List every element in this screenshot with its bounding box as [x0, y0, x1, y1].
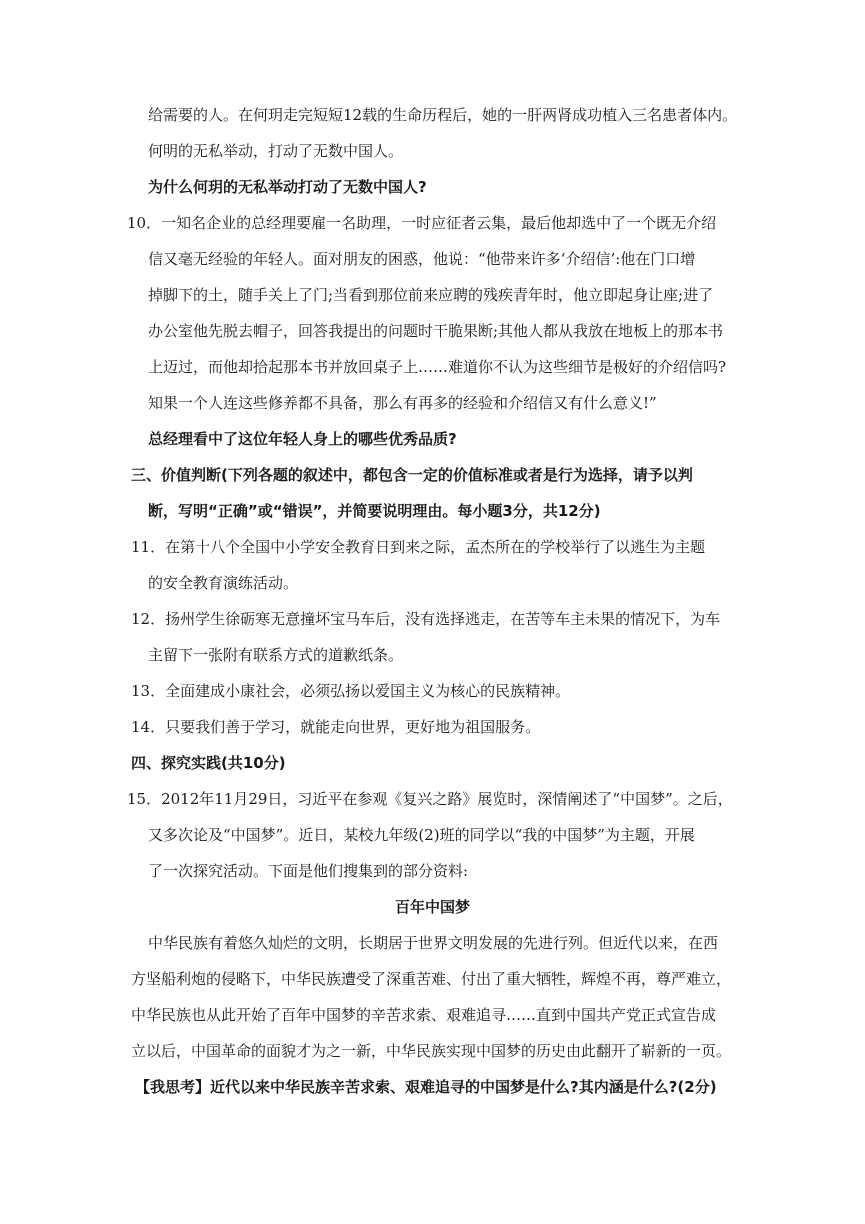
- q15-think-question: 【我思考】近代以来中华民族辛苦求索、艰难追寻的中国梦是什么?其内涵是什么?(2分): [135, 1078, 717, 1096]
- q9-text-line-1: 给需要的人。在何玥走完短短12载的生命历程后，她的一肝两肾成功植入三名患者体内。: [148, 106, 738, 124]
- material-line-4: 立以后，中国革命的面貌才为之一新，中华民族实现中国梦的历史由此翻开了崭新的一页。: [131, 1042, 732, 1060]
- q10-text-line-6: 知果一个人连这些修养都不具备，那么有再多的经验和介绍信又有什么意义!”: [148, 394, 657, 412]
- section-4-heading: 四、探究实践(共10分): [131, 754, 286, 772]
- q9-text-line-2: 何明的无私举动，打动了无数中国人。: [148, 142, 404, 160]
- q10-text-line-5: 上迈过，而他却拾起那本书并放回桌子上……难道你不认为这些细节是极好的介绍信吗?: [148, 358, 727, 376]
- material-line-3: 中华民族也从此开始了百年中国梦的辛苦求索、艰难追寻……直到中国共产党正式宣告成: [131, 1006, 717, 1024]
- q15-text-line-3: 了一次探究活动。下面是他们搜集到的部分资料:: [148, 862, 469, 880]
- q15-text-line-2: 又多次论及“中国梦”。近日，某校九年级(2)班的同学以“我的中国梦”为主题，开展: [148, 826, 695, 844]
- material-line-2: 方坚船利炮的侵略下，中华民族遭受了深重苦难、付出了重大牺牲，辉煌不再，尊严难立，: [131, 970, 732, 988]
- q15-text-line-1: 15．2012年11月29日，习近平在参观《复兴之路》展览时，深情阐述了“中国梦”。之后，: [127, 790, 733, 808]
- q12-text-line-1: 12．扬州学生徐砺寒无意撞坏宝马车后，没有选择逃走，在苦等车主未果的情况下，为车: [131, 610, 721, 628]
- q12-text-line-2: 主留下一张附有联系方式的道歉纸条。: [148, 646, 404, 664]
- q10-text-line-1: 10．一知名企业的总经理要雇一名助理，一时应征者云集，最后他却选中了一个既无介绍: [127, 214, 717, 232]
- q10-question: 总经理看中了这位年轻人身上的哪些优秀品质?: [148, 430, 457, 448]
- q9-question: 为什么何玥的无私举动打动了无数中国人?: [148, 178, 427, 196]
- material-line-1: 中华民族有着悠久灿烂的文明，长期居于世界文明发展的先进行列。但近代以来，在西: [148, 934, 719, 952]
- q14-text: 14．只要我们善于学习，就能走向世界，更好地为祖国服务。: [131, 718, 541, 736]
- q10-text-line-2: 信又毫无经验的年轻人。面对朋友的困惑，他说：“他带来许多‘介绍信’:他在门口增: [148, 250, 696, 268]
- section-3-heading-line-2: 断，写明“正确”或“错误”，并简要说明理由。每小题3分，共12分): [148, 502, 601, 520]
- q11-text-line-1: 11．在第十八个全国中小学安全教育日到来之际，孟杰所在的学校举行了以逃生为主题: [131, 538, 706, 556]
- q13-text: 13．全面建成小康社会，必须弘扬以爱国主义为核心的民族精神。: [131, 682, 571, 700]
- q10-text-line-3: 掉脚下的土，随手关上了门;当看到那位前来应聘的残疾青年时，他立即起身让座;进了: [148, 286, 714, 304]
- q10-text-line-4: 办公室他先脱去帽子，回答我提出的问题时干脆果断;其他人都从我放在地板上的那本书: [148, 322, 724, 340]
- material-title: 百年中国梦: [394, 898, 470, 916]
- section-3-heading-line-1: 三、价值判断(下列各题的叙述中，都包含一定的价值标准或者是行为选择，请予以判: [131, 466, 693, 484]
- q11-text-line-2: 的安全教育演练活动。: [148, 574, 299, 592]
